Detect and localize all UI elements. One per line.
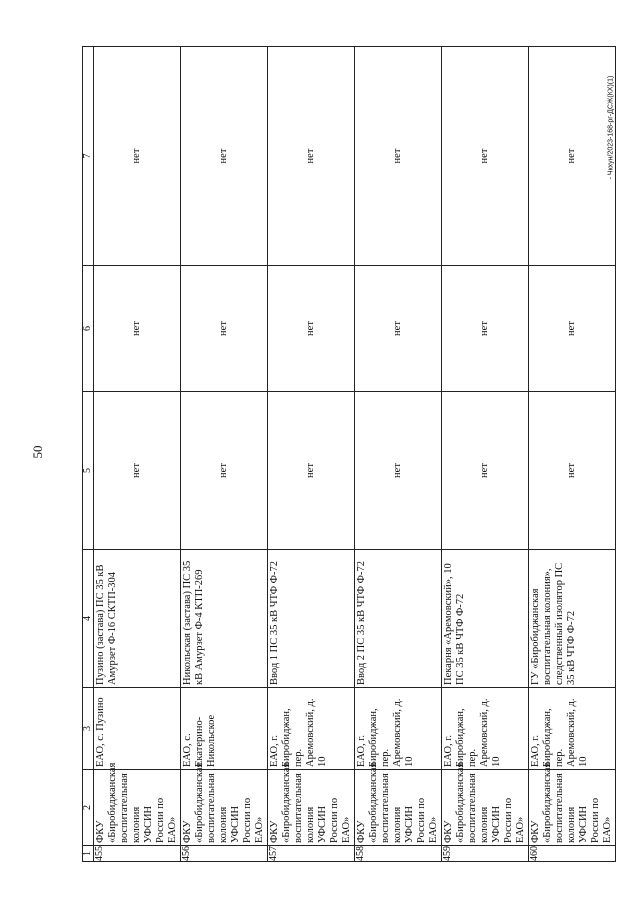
organization-cell: ФКУ «Биробиджанская воспитательная колония УФСИН России по ЕАО» [94,770,181,846]
col6-cell: нет [529,266,616,392]
row-number: 460 [529,846,616,862]
document-code: - Чкхун/2023-168-рг-ДСЖ(КХ)(1) [607,75,615,180]
header-col-2: 2 [83,770,94,846]
header-col-5: 5 [83,392,94,550]
table-row [94,47,181,862]
row-number: 459 [442,846,529,862]
header-col-4: 4 [83,550,94,688]
col6-cell: нет [268,266,355,392]
table-row [181,47,268,862]
col5-cell: нет [268,392,355,550]
object-cell: Никольская (застава) ПС 35 кВ Амурзет Ф-4 КТП-269 [181,550,268,688]
col6-cell: нет [442,266,529,392]
object-cell: Ввод 2 ПС 35 кВ ЧТФ Ф-72 [355,550,442,688]
row-number: 456 [181,846,268,862]
address-cell: ЕАО, г. Биробиджан, пер. Аремовский, д. 10 [529,688,616,770]
object-cell: ГУ «Биробиджанская воспитательная колония», следственный изолятор ПС 35 кВ ЧТФ Ф-72 [529,550,616,688]
address-cell: ЕАО, г. Биробиджан, пер. Аремовский, д. 10 [268,688,355,770]
col5-cell: нет [181,392,268,550]
organization-cell: ФКУ «Биробиджанская воспитательная колония УФСИН России по ЕАО» [529,770,616,846]
address-cell: ЕАО, с. Пузино [94,688,181,770]
header-col-6: 6 [83,266,94,392]
table-row [268,47,355,862]
object-cell: Ввод 1 ПС 35 кВ ЧТФ Ф-72 [268,550,355,688]
organization-cell: ФКУ «Биробиджанская воспитательная колония УФСИН России по ЕАО» [355,770,442,846]
object-cell: Пекарня «Аремовский», 10 ПС 35 кВ ЧТФ Ф-72 [442,550,529,688]
address-cell: ЕАО, с. Екатерино-Никольское [181,688,268,770]
col7-cell: нет [355,47,442,266]
col5-cell: нет [529,392,616,550]
col7-cell: нет [268,47,355,266]
col7-cell: нет [181,47,268,266]
col7-cell: нет [442,47,529,266]
col7-cell: нет [529,47,616,266]
col6-cell: нет [181,266,268,392]
col5-cell: нет [355,392,442,550]
header-row [83,47,94,862]
col5-cell: нет [94,392,181,550]
organization-cell: ФКУ «Биробиджанская воспитательная колония УФСИН России по ЕАО» [181,770,268,846]
table-row [529,47,616,862]
header-col-1: 1 [83,846,94,862]
table-row [355,47,442,862]
address-cell: ЕАО, г. Биробиджан, пер. Аремовский, д. 10 [355,688,442,770]
organization-cell: ФКУ «Биробиджанская воспитательная колония УФСИН России по ЕАО» [268,770,355,846]
address-cell: ЕАО, г. Биробиджан, пер. Аремовский, д. 10 [442,688,529,770]
row-number: 455 [94,846,181,862]
col6-cell: нет [355,266,442,392]
header-col-3: 3 [83,688,94,770]
data-table [82,46,616,862]
col7-cell: нет [94,47,181,266]
page-number: 50 [30,445,45,459]
header-col-7: 7 [83,47,94,266]
object-cell: Пузино (застава) ПС 35 кВ Амурзет Ф-16 СКТП-304 [94,550,181,688]
col5-cell: нет [442,392,529,550]
row-number: 457 [268,846,355,862]
organization-cell: ФКУ «Биробиджанская воспитательная колония УФСИН России по ЕАО» [442,770,529,846]
col6-cell: нет [94,266,181,392]
row-number: 458 [355,846,442,862]
table-row [442,47,529,862]
